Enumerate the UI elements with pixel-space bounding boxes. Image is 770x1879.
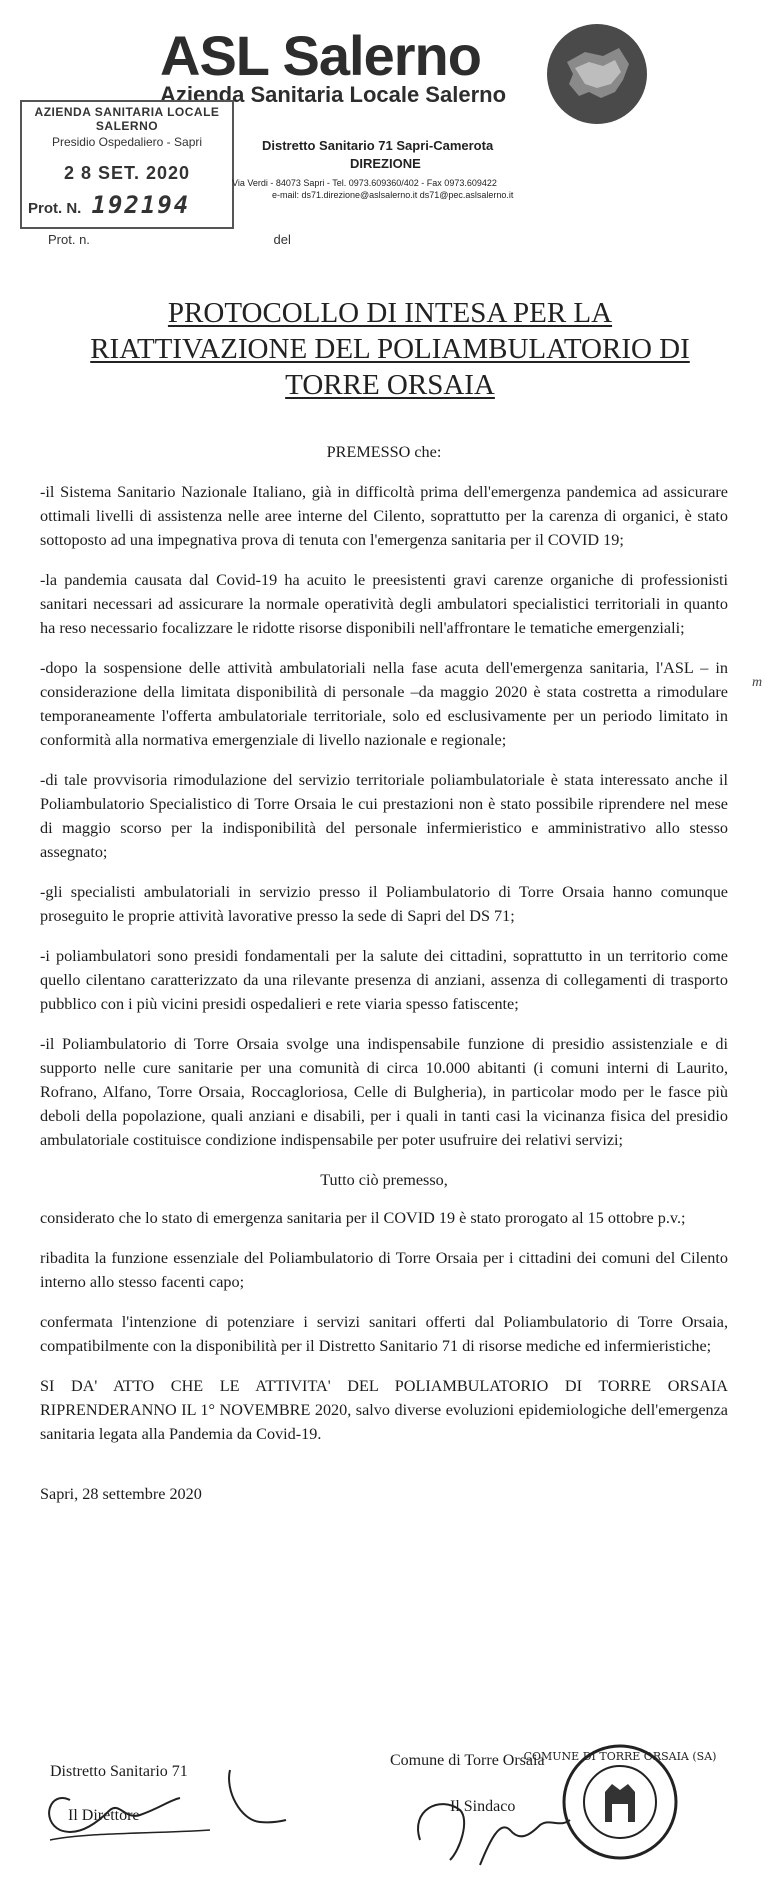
stamp-office: Presidio Ospedaliero - Sapri bbox=[51, 135, 203, 149]
consideration: considerato che lo stato di emergenza sanitaria per il COVID 19 è stato prorogato al 15 ottobre p.v.; bbox=[40, 1209, 686, 1227]
signature-right-role: Il Sindaco bbox=[450, 1798, 516, 1815]
district-block bbox=[232, 138, 652, 201]
signature-left-role: Il Direttore bbox=[68, 1807, 140, 1824]
paragraph: -la pandemia causata dal Covid-19 ha acuito le preesistenti gravi carenze organiche di professionisti sanitari necessari ad assicurare la normale operatività degli ambulatori specialistici territoriali in quanto ha reso necessario focalizzare le ridotte risorse disponibili nell'affrontare le tematiche emergenziali; bbox=[40, 571, 728, 637]
paragraph: -dopo la sospensione delle attività ambulatoriali nella fase acuta dell'emergenza sanitaria, l'ASL – in considerazione della limitata disponibilità di personale –da maggio 2020 è stata costretta a rimodulare temporaneamente l'offerta ambulatoriale territoriale, solo ed esclusivamente per un periodo limitato in conformità alla normativa emergenziale di livello nazionale e regionale; bbox=[40, 659, 728, 749]
del-label: del bbox=[273, 232, 291, 247]
municipal-seal-icon bbox=[523, 1742, 717, 1862]
prot-label: Prot. n. bbox=[48, 232, 90, 247]
paragraph: -il Sistema Sanitario Nazionale Italiano, già in difficoltà prima dell'emergenza pandemica ad assicurare ottimali livelli di assistenza nelle aree interne del Cilento, soprattutto per la carenza di organici, è stato sottoposto ad una impegnativa prova di tenuta con l'emergenza sanitaria per il COVID 19; bbox=[40, 483, 728, 549]
stamp-prot-number: 192194 bbox=[91, 191, 191, 219]
district-email: e-mail: ds71.direzione@aslsalerno.it ds71@pec.aslsalerno.it bbox=[272, 190, 514, 200]
stamp-organization: AZIENDA SANITARIA LOCALE SALERNO bbox=[34, 105, 220, 133]
tutto-premesso: Tutto ciò premesso, bbox=[320, 1171, 448, 1189]
stamp-protocol bbox=[28, 191, 190, 219]
document-title: PROTOCOLLO DI INTESA PER LA RIATTIVAZIONE DEL POLIAMBULATORIO DI TORRE ORSAIA bbox=[90, 297, 690, 401]
director-signature-icon bbox=[30, 1760, 290, 1850]
premesso-heading: PREMESSO che: bbox=[326, 443, 442, 461]
protocol-line bbox=[48, 232, 291, 247]
paragraph: -gli specialisti ambulatoriali in servizio presso il Poliambulatorio di Torre Orsaia hanno comunque proseguito le proprie attività lavorative presso la sede di Sapri del DS 71; bbox=[40, 883, 728, 925]
district-contact: Via Verdi - 84073 Sapri - Tel. 0973.609360/402 - Fax 0973.609422 bbox=[232, 178, 497, 188]
mayor-signature-icon bbox=[400, 1780, 580, 1875]
seal-text: COMUNE DI TORRE ORSAIA (SA) bbox=[523, 1750, 717, 1763]
paragraph: -di tale provvisoria rimodulazione del servizio territoriale poliambulatoriale è stata interessato anche il Poliambulatorio Specialistico di Torre Orsaia le cui prestazioni non è stato possibile riprendere nel mese di maggio scorso per la indisponibilità del personale infermieristico e amministrativo allo stesso assegnato; bbox=[40, 771, 728, 861]
stamp-date: 2 8 SET. 2020 bbox=[63, 163, 191, 183]
asl-logo-icon bbox=[545, 22, 649, 126]
margin-mark: m bbox=[752, 675, 763, 690]
letterhead-brand bbox=[160, 24, 560, 108]
signature-right-org: Comune di Torre Orsaia bbox=[390, 1752, 545, 1769]
consideration: confermata l'intenzione di potenziare i servizi sanitari offerti dal Poliambulatorio di Torre Orsaia, compatibilmente con la disponibilità per il Distretto Sanitario 71 di risorse mediche ed infermieristiche; bbox=[40, 1313, 728, 1355]
brand-subtitle: Azienda Sanitaria Locale Salerno bbox=[160, 82, 507, 107]
protocol-stamp bbox=[20, 100, 234, 229]
district-office: DIREZIONE bbox=[350, 156, 421, 171]
place-date: Sapri, 28 settembre 2020 bbox=[40, 1485, 202, 1503]
district-name: Distretto Sanitario 71 Sapri-Camerota bbox=[262, 138, 494, 153]
conclusion: SI DA' ATTO CHE LE ATTIVITA' DEL POLIAMBULATORIO DI TORRE ORSAIA RIPRENDERANNO IL 1° NOVEMBRE 2020, salvo diverse evoluzioni epidemiologiche dell'emergenza sanitaria legata alla Pandemia da Covid-19. bbox=[40, 1377, 728, 1443]
consideration: ribadita la funzione essenziale del Poliambulatorio di Torre Orsaia per i cittadini dei comuni del Cilento interno allo stesso facenti capo; bbox=[40, 1249, 728, 1291]
paragraph: -i poliambulatori sono presidi fondamentali per la salute dei cittadini, soprattutto in un territorio come quello cilentano caratterizzato da una rilevante presenza di anziani, assenza di collegamenti di trasporto pubblico con i più vicini presidi ospedalieri e rete viaria spesso fatiscente; bbox=[40, 947, 728, 1013]
document-body bbox=[40, 440, 728, 1506]
brand-name: ASL Salerno bbox=[160, 24, 481, 87]
stamp-prot-label: Prot. N. bbox=[28, 200, 82, 217]
paragraph: -il Poliambulatorio di Torre Orsaia svolge una indispensabile funzione di presidio assistenziale e di supporto nelle cure sanitarie per una comunità di circa 10.000 abitanti (i comuni interni di Laurito, Rofrano, Alfano, Torre Orsaia, Roccagloriosa, Celle di Bulgheria), in particolar modo per le fasce più deboli della popolazione, quali anziani e disabili, per i quali in tanti casi la vicinanza fisica del presidio ambulatoriale costituisce condizione indispensabile per poter usufruire dei relativi servizi; bbox=[40, 1035, 728, 1149]
signature-left-org: Distretto Sanitario 71 bbox=[50, 1763, 188, 1780]
